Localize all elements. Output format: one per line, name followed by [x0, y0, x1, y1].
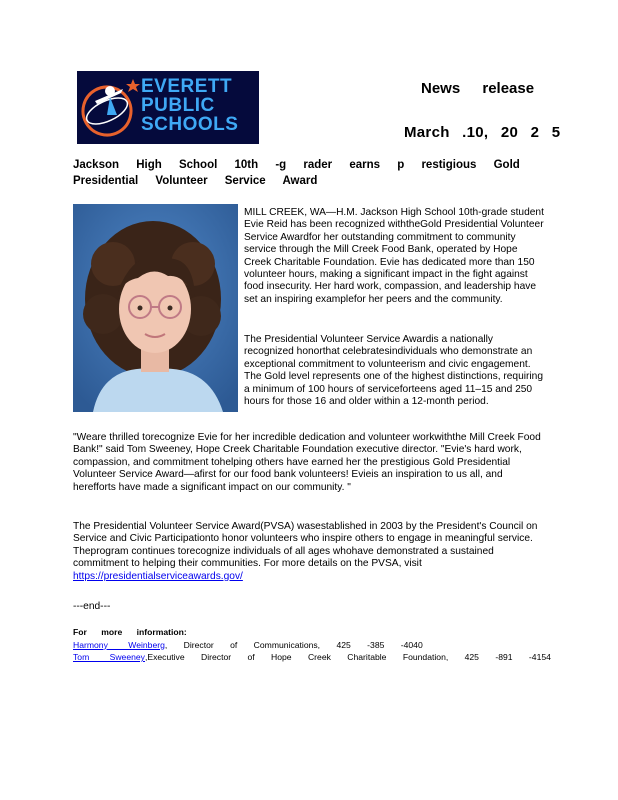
body-paragraph-4	[73, 521, 543, 583]
end-marker: ---end---	[73, 601, 111, 612]
body-paragraph-3-quote: "Weare thrilled torecognize Evie for her incredible dedication and volunteer workwiththe Mill Creek Food Bank!" said Tom Sweeney, Hope Creek Charitable Foundation executive director. "Evie's hard work, compassion, and commitment tohelping others have earned her the prestigious Gold Presidential Volunteer Service Award—afirst for our food bank volunteers! Evieis an inspiration to us all, and herefforts have made a significant impact on our community. "	[73, 432, 541, 493]
headline: Jackson High School 10th -g rader earns p restigious Gold Presidential Volunteer Service Award	[73, 159, 520, 187]
release-date: March .10, 20 2 5	[404, 124, 561, 141]
pvsa-website-link[interactable]: https://presidentialserviceawards.gov/	[73, 570, 243, 582]
contact-info	[73, 626, 551, 664]
body-paragraph-1: MILL CREEK, WA—H.M. Jackson High School 10th-grade student Evie Reid has been recognized withtheGold Presidential Volunteer Service Awardfor her outstanding commitment to community service through the Mill Creek Food Bank, operated by Hope Creek Charitable Foundation. Evie has dedicated more than 150 volunteer hours, making a significant impact in the fight against food insecurity. Her hard work, compassion, and leadership have set an inspiring examplefor her peers and the community.	[244, 207, 544, 305]
student-photo	[73, 204, 238, 412]
logo-line-1: EVERETT	[141, 76, 233, 97]
logo-line-2: PUBLIC	[141, 95, 215, 116]
contact-label: For more information:	[73, 627, 187, 637]
contact-name-link[interactable]: Tom Sweeney	[73, 652, 145, 663]
news-release-label: News release	[421, 80, 535, 97]
contact-row	[73, 639, 533, 652]
contact-row	[73, 651, 551, 664]
district-logo	[77, 71, 259, 144]
contact-name-link[interactable]: Harmony Weinberg	[73, 639, 165, 650]
contact-details: ,Executive Director of Hope Creek Charitable Foundation, 425 -891 -4154	[144, 652, 551, 663]
pvsa-paragraph-text: The Presidential Volunteer Service Award(PVSA) wasestablished in 2003 by the President's Council on Service and Civic Participationto honor volunteers who inspire others to engage in meaningful service. Theprogram continues torecognize individuals of all ages whohave demonstrated a sustained commitment to helping their communities. For more details on the PVSA, visit	[73, 521, 538, 570]
body-paragraph-2: The Presidential Volunteer Service Awardis a nationally recognized honorthat celebratesindividuals who demonstrate an exceptional commitment to volunteerism and civic engagement. The Gold level represents one of the highest distinctions, requiring a minimum of 100 hours of serviceforteens aged 11–15 and 250 hours for those 16 and older within a 12-month period.	[244, 334, 544, 408]
logo-line-3: SCHOOLS	[141, 114, 239, 135]
contact-details: , Director of Communications, 425 -385 -4040	[164, 639, 423, 650]
